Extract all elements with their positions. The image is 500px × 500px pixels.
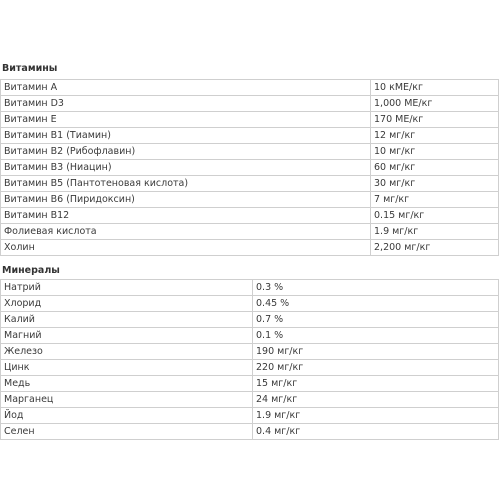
- nutrient-value: 1.9 мг/кг: [253, 408, 499, 424]
- nutrient-name: Витамин A: [1, 80, 371, 96]
- table-row: [1, 392, 499, 408]
- table-row: [1, 128, 499, 144]
- table-row: [1, 240, 499, 256]
- table-row: [1, 112, 499, 128]
- table-row: [1, 176, 499, 192]
- nutrient-value: 0.1 %: [253, 328, 499, 344]
- nutrient-value: 30 мг/кг: [371, 176, 499, 192]
- table-row: [1, 280, 499, 296]
- nutrient-name: Витамин B2 (Рибофлавин): [1, 144, 371, 160]
- minerals-title: Минералы: [2, 265, 60, 276]
- nutrient-value: 7 мг/кг: [371, 192, 499, 208]
- table-row: [1, 408, 499, 424]
- nutrient-value: 1,000 МЕ/кг: [371, 96, 499, 112]
- nutrient-value: 0.45 %: [253, 296, 499, 312]
- nutrient-name: Холин: [1, 240, 371, 256]
- nutrient-value: 24 мг/кг: [253, 392, 499, 408]
- table-row: [1, 208, 499, 224]
- nutrient-value: 190 мг/кг: [253, 344, 499, 360]
- table-row: [1, 160, 499, 176]
- table-row: [1, 376, 499, 392]
- nutrient-name: Витамин B12: [1, 208, 371, 224]
- table-row: [1, 96, 499, 112]
- nutrient-name: Цинк: [1, 360, 253, 376]
- table-row: [1, 144, 499, 160]
- nutrient-value: 0.4 мг/кг: [253, 424, 499, 440]
- nutrient-value: 10 кМЕ/кг: [371, 80, 499, 96]
- nutrient-name: Витамин B1 (Тиамин): [1, 128, 371, 144]
- nutrient-value: 2,200 мг/кг: [371, 240, 499, 256]
- nutrient-name: Витамин B6 (Пиридоксин): [1, 192, 371, 208]
- table-row: [1, 224, 499, 240]
- nutrient-value: 10 мг/кг: [371, 144, 499, 160]
- nutrient-name: Витамин B5 (Пантотеновая кислота): [1, 176, 371, 192]
- table-row: [1, 328, 499, 344]
- nutrient-name: Натрий: [1, 280, 253, 296]
- vitamins-table: [0, 79, 499, 256]
- nutrient-name: Фолиевая кислота: [1, 224, 371, 240]
- nutrient-value: 0.15 мг/кг: [371, 208, 499, 224]
- table-row: [1, 360, 499, 376]
- nutrient-value: 15 мг/кг: [253, 376, 499, 392]
- nutrient-name: Витамин E: [1, 112, 371, 128]
- nutrient-name: Витамин D3: [1, 96, 371, 112]
- nutrient-name: Хлорид: [1, 296, 253, 312]
- nutrient-name: Калий: [1, 312, 253, 328]
- minerals-table: [0, 279, 499, 440]
- nutrient-name: Марганец: [1, 392, 253, 408]
- nutrient-value: 170 МЕ/кг: [371, 112, 499, 128]
- nutrient-value: 12 мг/кг: [371, 128, 499, 144]
- nutrient-name: Селен: [1, 424, 253, 440]
- nutrient-name: Витамин B3 (Ниацин): [1, 160, 371, 176]
- table-row: [1, 344, 499, 360]
- vitamins-title: Витамины: [2, 63, 58, 74]
- table-row: [1, 424, 499, 440]
- nutrient-value: 220 мг/кг: [253, 360, 499, 376]
- table-row: [1, 312, 499, 328]
- nutrient-name: Медь: [1, 376, 253, 392]
- nutrient-value: 1.9 мг/кг: [371, 224, 499, 240]
- nutrient-name: Йод: [1, 408, 253, 424]
- nutrient-name: Железо: [1, 344, 253, 360]
- table-row: [1, 80, 499, 96]
- nutrient-value: 60 мг/кг: [371, 160, 499, 176]
- nutrient-value: 0.7 %: [253, 312, 499, 328]
- nutrient-name: Магний: [1, 328, 253, 344]
- table-row: [1, 192, 499, 208]
- table-row: [1, 296, 499, 312]
- nutrient-value: 0.3 %: [253, 280, 499, 296]
